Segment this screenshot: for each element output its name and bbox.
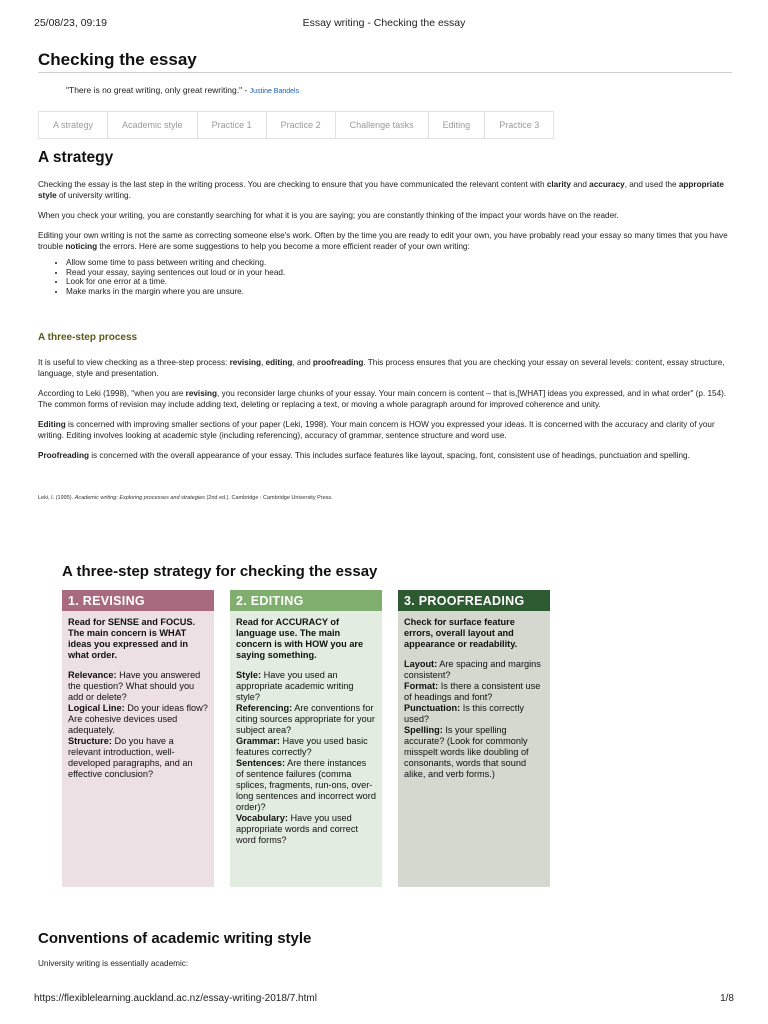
three-step-paragraph-2: According to Leki (1998), "when you are revising, you reconsider large chunks of your essay. Your main concern is content – that is,[WHAT] ideas you expressed, and in what order" (p. 154). The common forms of revision may include adding text, deleting or replacing a text, or moving a whole paragraph around for improved coherence and unity. xyxy=(38,389,727,409)
strategy-paragraph-1: Checking the essay is the last step in the writing process. You are checking to ensure that you have communicated the relevant content with clarity and accuracy, and used the appropriate style of university writing. xyxy=(38,180,724,200)
list-item: Format: Is there a consistent use of headings and font? xyxy=(404,681,541,702)
print-title: Essay writing - Checking the essay xyxy=(302,17,466,29)
column-proofreading xyxy=(398,590,550,887)
three-step-infographic xyxy=(62,563,552,887)
tab-practice-2[interactable]: Practice 2 xyxy=(266,111,335,139)
reference: Leki, I. (1995). Academic writing: Exploring processes and strategies (2nd ed.). Cambridge : Cambridge University Press. xyxy=(38,495,333,501)
tab-academic-style[interactable]: Academic style xyxy=(107,111,197,139)
subheading-three-step: A three-step process xyxy=(38,332,138,343)
strategy-paragraph-2: When you check your writing, you are constantly searching for what it is you are saying; you are constantly thinking of the impact your words have on the reader. xyxy=(38,211,619,220)
three-step-paragraph-4: Proofreading is concerned with the overall appearance of your essay. This includes surface features like layout, spacing, font, consistent use of headings, punctuation and spelling. xyxy=(38,451,690,460)
list-item: Logical Line: Do your ideas flow? Are cohesive devices used adequately. xyxy=(68,703,208,735)
list-item: • Read your essay, saying sentences out loud or in your head. xyxy=(66,268,732,278)
quote-text: "There is no great writing, only great rewriting." - xyxy=(66,85,250,95)
print-header xyxy=(34,17,734,31)
print-page-number: 1/8 xyxy=(720,993,734,1004)
list-item: Vocabulary: Have you used appropriate words and correct word forms? xyxy=(236,813,359,845)
list-item: Structure: Do you have a relevant introduction, well-developed paragraphs, and an effective conclusion? xyxy=(68,736,193,779)
tab-challenge-tasks[interactable]: Challenge tasks xyxy=(335,111,428,139)
column-header: 1. REVISING xyxy=(62,590,214,611)
quote-author-link[interactable]: Justine Bandels xyxy=(249,88,300,95)
list-item: Referencing: Are conventions for citing sources appropriate for your subject area? xyxy=(236,703,375,735)
column-header: 3. PROOFREADING xyxy=(398,590,550,611)
list-item: • Allow some time to pass between writing and checking. xyxy=(66,258,732,268)
print-footer xyxy=(34,993,734,1007)
list-item: Grammar: Have you used basic features correctly? xyxy=(236,736,368,757)
print-datetime: 25/08/23, 09:19 xyxy=(34,17,107,29)
section-tabs xyxy=(38,111,588,139)
main-content xyxy=(38,50,732,504)
conventions-paragraph-1: University writing is essentially academic: xyxy=(38,959,189,968)
tab-editing[interactable]: Editing xyxy=(428,111,485,139)
column-body: Check for surface feature errors, overall layout and appearance or readability. Layout: Are spacing and margins consistent? Format: Is there a consistent use of headings and font? Punctuation: Is this correctly used? Spelling: Is your spelling accurate? (Look for commonly misspelt words like doubling of consonants, words that sound alike, and verb forms.) xyxy=(398,611,550,887)
column-revising xyxy=(62,590,214,887)
strategy-paragraph-3: Editing your own writing is not the same as correcting someone else's work. Often by the time you are ready to edit your own, you have probably read your essay so many times that you have trouble noticing the errors. Here are some suggestions to help you become a more efficient reader of your own writing: xyxy=(38,231,728,251)
tab-practice-3[interactable]: Practice 3 xyxy=(484,111,554,139)
three-step-paragraph-3: Editing is concerned with improving smaller sections of your paper (Leki, 1998). Your main concern is HOW you expressed your ideas. It is concerned with the accuracy and clarity of your writing. Editing involves looking at academic style (including referencing), accuracy of grammar, sentence structure and word use. xyxy=(38,420,715,440)
section-heading-strategy: A strategy xyxy=(38,149,114,166)
quote xyxy=(66,85,732,95)
list-item: Punctuation: Is this correctly used? xyxy=(404,703,524,724)
section-heading-conventions: Conventions of academic writing style xyxy=(38,930,312,947)
list-item: Style: Have you used an appropriate academic writing style? xyxy=(236,670,354,702)
page-title: Checking the essay xyxy=(38,50,732,73)
column-editing xyxy=(230,590,382,887)
tips-list xyxy=(66,258,732,296)
list-item: • Look for one error at a time. xyxy=(66,277,732,287)
infographic-columns xyxy=(62,590,550,887)
infographic-title: A three-step strategy for checking the essay xyxy=(62,563,378,580)
tab-practice-1[interactable]: Practice 1 xyxy=(197,111,266,139)
three-step-paragraph-1: It is useful to view checking as a three-step process: revising, editing, and proofreading. This process ensures that you are checking your essay on several levels: content, essay structure, language, style and presentation. xyxy=(38,358,725,378)
tab-a-strategy[interactable]: A strategy xyxy=(38,111,107,139)
column-body: Read for SENSE and FOCUS. The main concern is WHAT ideas you expressed and in what order. Relevance: Have you answered the question? What should you add or delete? Logical Line: Do your ideas flow? Are cohesive devices used adequately. Structure: Do you have a relevant introduction, well-developed paragraphs, and an effective conclusion? xyxy=(62,611,214,887)
list-item: Layout: Are spacing and margins consistent? xyxy=(404,659,541,680)
column-body: Read for ACCURACY of language use. The main concern is with HOW you are saying something. Style: Have you used an appropriate academic writing style? Referencing: Are conventions for citing sources appropriate for your subject area? Grammar: Have you used basic features correctly? Sentences: Are there instances of sentence failures (comma splices, fragments, run-ons, over-long sentences and incorrect word order)? Vocabulary: Have you used appropriate words and correct word forms? xyxy=(230,611,382,887)
conventions-section xyxy=(38,930,732,969)
list-item: Relevance: Have you answered the question? What should you add or delete? xyxy=(68,670,201,702)
column-header: 2. EDITING xyxy=(230,590,382,611)
list-item: Spelling: Is your spelling accurate? (Look for commonly misspelt words like doubling of consonants, words that sound alike, and verb forms.) xyxy=(404,725,529,779)
list-item: Sentences: Are there instances of sentence failures (comma splices, fragments, run-ons, over-long sentences and incorrect word order)? xyxy=(236,758,376,812)
print-url: https://flexiblelearning.auckland.ac.nz/essay-writing-2018/7.html xyxy=(34,993,317,1004)
list-item: • Make marks in the margin where you are unsure. xyxy=(66,287,732,297)
